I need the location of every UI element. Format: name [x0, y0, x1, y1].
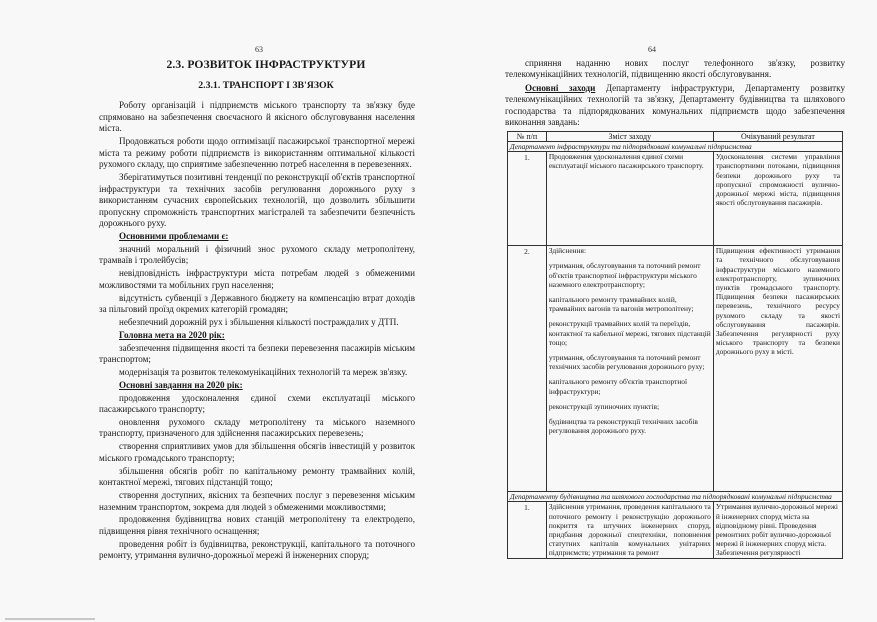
subsection-title: 2.3.1. ТРАНСПОРТ І ЗВ'ЯЗОК	[198, 80, 334, 91]
goal-item: модернізація та розвиток телекомунікаційних технологій та мереж зв'язку.	[119, 366, 408, 377]
content-line: Здійснення утримання, проведення капітального та поточного ремонту і реконструкцію дорожнього покриття та штучних інженерних споруд, придбання дорожньої спецтехніки, поповнення статутних капіталів комунальних унітарних підприємств; утримання та ремонт	[548, 502, 711, 558]
content-line: Здійснення:	[548, 246, 587, 256]
measures-lead: Основні заходи	[525, 82, 596, 93]
row-result: Удосконалення системи управління транспортними потоками, підвищення безпеки дорожнього руху та пропускної спроможності вулично-дорожньої мережі міста, підвищення якості обслуговування пасажирів.	[713, 152, 842, 246]
right-page	[440, 0, 877, 622]
row-content	[546, 152, 713, 246]
right-body	[505, 58, 845, 130]
task-item: оновлення рухомого складу метрополітену та міського наземного транспорту, призначеного для здійснення пасажирських перевезень;	[99, 416, 415, 439]
row-result: Підвищення ефективності утримання та технічного обслуговування інфраструктури міського наземного електротранспорту, зупиночних пунктів громадського транспорту. Підвищення безпеки пасажирських перевезень, технічного ресурсу рухомого складу та якості обслуговування пасажирів. Забезпечення регулярності руху міського транспорту та безпеки дорожнього руху в місті.	[713, 246, 842, 492]
row-number: 1.	[508, 502, 547, 558]
problem-item: значний моральний і фізичний знос рухомого складу метрополітену, трамваїв і тролейбусів;	[99, 243, 415, 266]
section-title: 2.3. РОЗВИТОК ІНФРАСТРУКТУРИ	[166, 58, 366, 71]
goal-item: забезпечення підвищення якості та безпеки перевезення пасажирів міським транспортом;	[99, 342, 415, 365]
content-line: реконструкції трамвайних колій та переїздів, контактної та кабельної мережі, тягових підстанцій тощо;	[548, 319, 711, 347]
row-content	[546, 246, 713, 492]
content-line: будівництва та реконструкції технічних засобів регулювання дорожнього руху.	[548, 417, 698, 436]
scan-artifact	[5, 618, 95, 620]
row-number: 1.	[508, 152, 547, 246]
task-item: створення сприятливих умов для збільшення обсягів інвестицій у розвиток міського громадського транспорту;	[99, 441, 415, 463]
table-row	[508, 502, 843, 558]
content-line: реконструкції зупиночних пунктів;	[548, 401, 660, 411]
problems-heading: Основними проблемами є:	[119, 231, 229, 242]
page-number: 63	[255, 45, 263, 54]
content-line: утримання, обслуговування та поточний ремонт об'єктів транспортної інфраструктури міського наземного електротранспорту;	[548, 261, 701, 289]
row-content	[546, 502, 713, 558]
content-line: утримання, обслуговування та поточний ремонт технічних засобів регулювання дорожнього руху;	[548, 353, 705, 372]
row-result: Утримання вулично-дорожньої мережі й інженерних споруд міста на відповідному рівні. Проведення ремонтних робіт вулично-дорожньої мережі й інженерних споруд міста. Забезпечення регулярності	[713, 502, 842, 558]
table-header-row	[508, 132, 843, 142]
task-item: продовження будівництва нових станцій метрополітену та електродепо, підвищення рівня технічного оснащення;	[99, 514, 415, 536]
goal-heading: Головна мета на 2020 рік:	[119, 329, 225, 340]
task-item: продовження удосконалення єдиної схеми експлуатації міського пасажирського транспорту;	[99, 392, 415, 415]
left-body	[99, 100, 415, 563]
table-row	[508, 246, 843, 492]
problem-item: невідповідність інфраструктури міста потребам людей з обмеженими можливостями та мобільних груп населення;	[99, 268, 415, 290]
paragraph: Зберігатимуться позитивні тенденції по реконструкції об'єктів транспортної інфраструктури та технічних засобів регулювання дорожнього руху з використанням сучасних європейських технологій, що дозволить збільшити пропускну спроможність транспортних магістралей та забезпечити безпечність дорожнього руху.	[99, 171, 415, 229]
paragraph: Продовжаться роботи щодо оптимізації пасажирської транспортної мережі міста та режиму роботи підприємств із використанням оптимальної кількості рухомого складу, що сприятиме забезпеченню потреб населення в перевезеннях.	[99, 135, 415, 170]
intro-paragraph: сприяння наданню нових послуг телефонного зв'язку, розвитку телекомунікаційних технологій, підвищенню якості обслуговування.	[505, 58, 845, 80]
table-row	[508, 152, 843, 246]
row-number: 2.	[508, 246, 547, 492]
content-line: Продовження удосконалення єдиної схеми експлуатації міського пасажирського транспорту.	[548, 152, 704, 171]
page-number: 64	[648, 45, 656, 54]
tasks-heading: Основні завдання на 2020 рік:	[119, 379, 243, 390]
content-line: капітального ремонту трамвайних колій, трамвайних вагонів та вагонів метрополітену;	[548, 295, 694, 314]
task-item: проведення робіт із будівництва, реконструкції, капітального та поточного ремонту, утримання вулично-дорожньої мережі й інженерних споруд;	[99, 538, 415, 561]
problem-item: відсутність субвенції з Державного бюджету на компенсацію втрат доходів за пільговий проїзд окремих категорій громадян;	[99, 292, 415, 315]
measures-table	[507, 131, 843, 559]
header-number: № п/п	[508, 132, 547, 142]
section-title: Департамент інфраструктури та підпорядковані комунальні підприємства	[508, 142, 843, 152]
measures-text: Департаменту інфраструктури, Департаменту розвитку телекомунікаційних технологій та зв'язку, Департаменту будівництва та шляхового господарства та підпорядкованих комунальних підприємств щодо забезпечення виконання завдань:	[505, 82, 845, 128]
measures-paragraph	[505, 83, 845, 129]
table-section-row	[508, 492, 843, 502]
problem-item: небезпечний дорожній рух і збільшення кількості постраждалих у ДТП.	[119, 317, 399, 327]
header-result: Очікуваний результат	[713, 132, 842, 142]
table-section-row	[508, 142, 843, 152]
paragraph: Роботу організацій і підприємств міського транспорту та зв'язку буде спрямовано на забезпечення своєчасного й якісного обслуговування населення міста.	[99, 100, 415, 134]
content-line: капітального ремонту об'єктів транспортної інфраструктури;	[548, 377, 688, 396]
section-title: Департаменту будівництва та шляхового господарства та підпорядковані комунальні підприємства	[508, 492, 843, 502]
task-item: створення доступних, якісних та безпечних послуг з перевезення міським наземним транспортом, зокрема для людей з обмеженими можливостями;	[99, 490, 415, 512]
header-content: Зміст заходу	[546, 132, 713, 142]
task-item: збільшення обсягів робіт по капітальному ремонту трамвайних колій, контактної мережі, тягових підстанцій тощо;	[99, 465, 415, 488]
